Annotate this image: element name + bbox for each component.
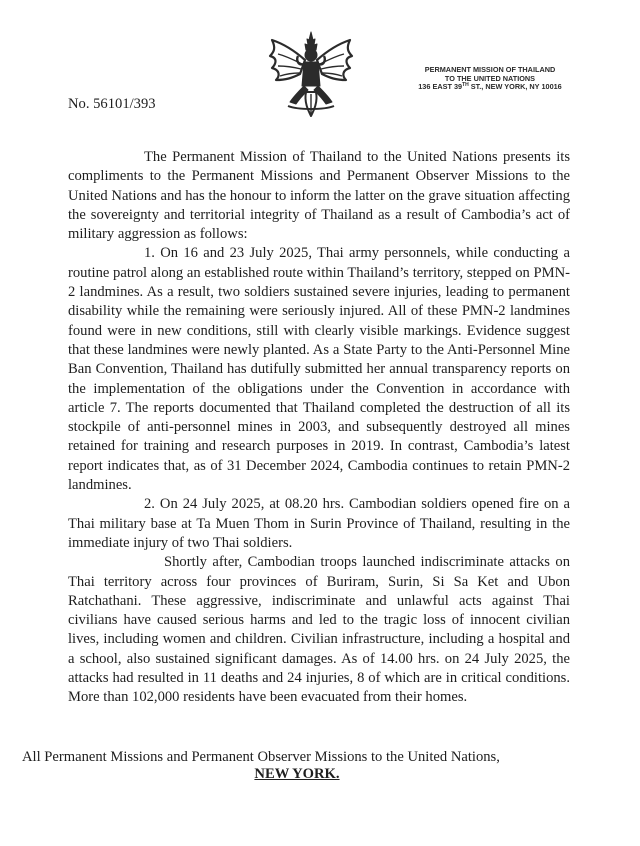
letterhead-mission-name: PERMANENT MISSION OF THAILAND <box>424 65 556 74</box>
garuda-emblem-icon <box>268 30 354 118</box>
addressee-line: All Permanent Missions and Permanent Observer Missions to the United Nations, <box>22 749 500 765</box>
reference-number: No. 56101/393 <box>68 96 156 112</box>
letterhead-address <box>400 83 580 92</box>
address-street-suffix: ST., NEW YORK, NY 10016 <box>468 82 562 92</box>
addressee-city: NEW YORK. <box>254 766 340 782</box>
intro-paragraph: The Permanent Mission of Thailand to the United Nations presents its compliments to the Permanent Missions and Permanent Observer Missions to the United Nations and has the honour to inform the latter on the grave situation affecting the sovereignty and territorial integrity of Thailand as a result of Cambodia’s act of military aggression as follows: <box>68 149 570 243</box>
note-body <box>68 148 570 708</box>
item-1-paragraph: 1. On 16 and 23 July 2025, Thai army personnels, while conducting a routine patrol along an established route within Thailand’s territory, stepped on PMN-2 landmines. As a result, two soldiers sustained severe injuries, leading to permanent disability while the remaining were seriously injured. All of these PMN-2 landmines found were in new conditions, still with clearly visible markings. Evidence suggest that these landmines were newly planted. As a State Party to the Anti-Personnel Mine Ban Convention, Thailand has dutifully submitted her annual transparency reports on the implementation of the obligations under the Convention in accordance with article 7. The reports documented that Thailand completed the destruction of all its stockpile of anti-personnel mines in 2003, and subsequently destroyed all mines retained for training and research purposes in 2019. In contrast, Cambodia’s latest report indicates that, as of 31 December 2024, Cambodia continues to retain PMN-2 landmines. <box>68 245 570 494</box>
item-2-continuation-paragraph: Shortly after, Cambodian troops launched indiscriminate attacks on Thai territory across four provinces of Buriram, Surin, Si Sa Ket and Ubon Ratchathani. These aggressive, indiscriminate and unlawful acts against Thai civilians have caused serious harms and led to the tragic loss of innocent civilian lives, including women and children. Civilian infrastructure, including a hospital and a school, also sustained significant damages. As of 14.00 hrs. on 24 July 2025, the attacks had resulted in 11 deaths and 24 injuries, 8 of which are in critical conditions. More than 102,000 residents have been evacuated from their homes. <box>68 554 570 706</box>
address-ordinal: TH <box>462 82 469 89</box>
letterhead <box>400 66 580 92</box>
address-street-prefix: 136 EAST 39 <box>418 82 463 92</box>
item-2-paragraph: 2. On 24 July 2025, at 08.20 hrs. Cambodian soldiers opened fire on a Thai military base at Ta Muen Thom in Surin Province of Thailand, resulting in the immediate injury of two Thai soldiers. <box>68 496 570 551</box>
letterhead-to-un: TO THE UNITED NATIONS <box>444 73 536 83</box>
